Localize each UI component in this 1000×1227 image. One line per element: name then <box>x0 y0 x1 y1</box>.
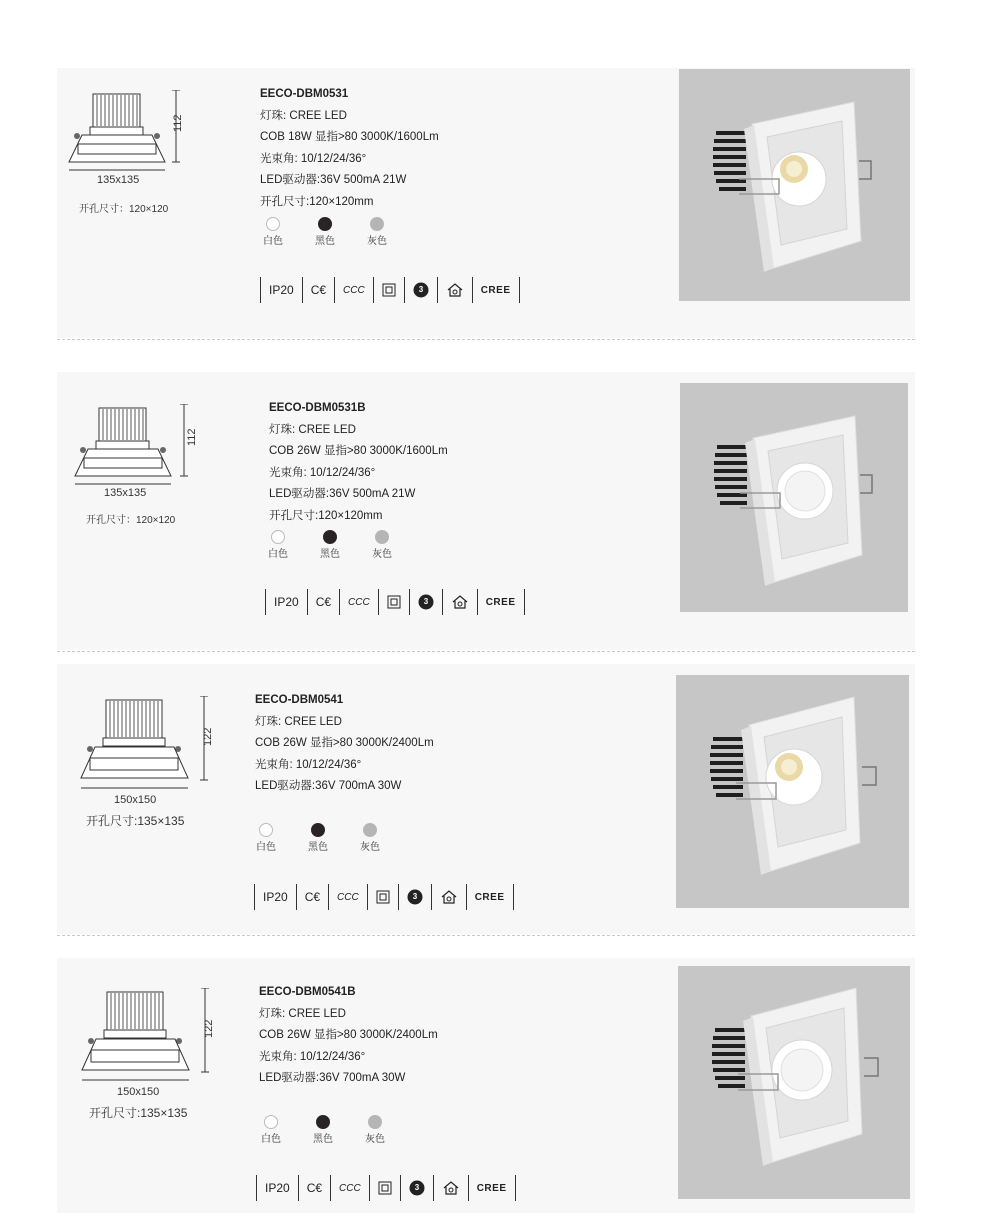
black-swatch[interactable] <box>318 217 332 231</box>
swatch-label: 灰色 <box>365 1134 385 1145</box>
gray-swatch[interactable] <box>368 1115 382 1129</box>
swatch-label: 白色 <box>256 842 276 853</box>
model-name: EECO-DBM0531B <box>269 402 366 414</box>
warranty-icon <box>400 1175 433 1201</box>
led-spec: 灯珠: CREE LED <box>260 109 347 122</box>
model-name: EECO-DBM0541B <box>259 986 356 998</box>
cutout-size: 开孔尺寸：120×120 <box>86 515 176 526</box>
color-options <box>252 530 408 560</box>
swatch-label: 灰色 <box>372 549 392 560</box>
ce-mark-icon: C€ <box>296 884 328 910</box>
cutout-spec: 开孔尺寸:120×120mm <box>260 195 374 208</box>
gray-swatch[interactable] <box>375 530 389 544</box>
class2-icon <box>378 589 409 615</box>
indoor-use-icon <box>431 884 466 910</box>
class2-icon <box>373 277 404 303</box>
spec-list <box>255 690 434 798</box>
ip20-badge: IP20 <box>256 1175 298 1201</box>
dimension-height: 112 <box>172 114 184 132</box>
ip20-badge: IP20 <box>265 589 307 615</box>
gray-swatch[interactable] <box>370 217 384 231</box>
swatch-label: 黑色 <box>313 1134 333 1145</box>
driver-spec: LED驱动器:36V 700mA 30W <box>255 780 402 792</box>
swatch-label: 灰色 <box>367 236 387 247</box>
color-options <box>247 217 403 247</box>
swatch-label: 白色 <box>263 236 283 247</box>
gray-swatch[interactable] <box>363 823 377 837</box>
warranty-icon <box>409 589 442 615</box>
white-swatch[interactable] <box>266 217 280 231</box>
dimension-height: 122 <box>202 727 214 746</box>
black-swatch[interactable] <box>311 823 325 837</box>
black-swatch[interactable] <box>323 530 337 544</box>
ccc-mark-icon: CCC <box>339 589 378 615</box>
certification-row <box>260 277 520 303</box>
svg-text:3: 3 <box>423 597 428 606</box>
led-spec: 灯珠: CREE LED <box>255 715 342 728</box>
cutout-size: 开孔尺寸:135×135 <box>89 1106 188 1120</box>
spec-list <box>269 398 448 527</box>
dimension-width: 150x150 <box>117 1086 160 1098</box>
cutout-size: 开孔尺寸：120×120 <box>79 204 169 215</box>
cree-logo-icon: CREE <box>477 589 525 615</box>
divider <box>57 339 915 340</box>
divider <box>57 651 915 652</box>
swatch-label: 白色 <box>261 1134 281 1145</box>
swatch-label: 白色 <box>268 549 288 560</box>
beam-spec: 光束角: 10/12/24/36° <box>269 466 376 479</box>
cob-spec: COB 26W 显指>80 3000K/2400Lm <box>259 1029 438 1041</box>
certification-row <box>256 1175 516 1201</box>
cutout-spec: 开孔尺寸:120×120mm <box>269 509 383 522</box>
warranty-icon <box>404 277 437 303</box>
ip20-badge: IP20 <box>254 884 296 910</box>
driver-spec: LED驱动器:36V 500mA 21W <box>260 174 407 186</box>
swatch-label: 黑色 <box>315 236 335 247</box>
certification-row <box>254 884 514 910</box>
model-name: EECO-DBM0541 <box>255 694 344 706</box>
technical-drawing <box>79 988 219 1093</box>
beam-spec: 光束角: 10/12/24/36° <box>255 758 362 771</box>
white-swatch[interactable] <box>259 823 273 837</box>
indoor-use-icon <box>442 589 477 615</box>
cree-logo-icon: CREE <box>472 277 520 303</box>
divider <box>57 935 915 936</box>
ip20-badge: IP20 <box>260 277 302 303</box>
ce-mark-icon: C€ <box>302 277 334 303</box>
svg-text:3: 3 <box>414 1183 419 1192</box>
driver-spec: LED驱动器:36V 500mA 21W <box>269 488 416 500</box>
cob-spec: COB 26W 显指>80 3000K/2400Lm <box>255 737 434 749</box>
product-photo <box>679 69 910 301</box>
swatch-label: 灰色 <box>360 842 380 853</box>
led-spec: 灯珠: CREE LED <box>259 1007 346 1020</box>
cree-logo-icon: CREE <box>466 884 514 910</box>
ccc-mark-icon: CCC <box>328 884 367 910</box>
ce-mark-icon: C€ <box>298 1175 330 1201</box>
indoor-use-icon <box>433 1175 468 1201</box>
certification-row <box>265 589 525 615</box>
cob-spec: COB 26W 显指>80 3000K/1600Lm <box>269 445 448 457</box>
beam-spec: 光束角: 10/12/24/36° <box>259 1050 366 1063</box>
product-photo <box>676 675 909 908</box>
black-swatch[interactable] <box>316 1115 330 1129</box>
cree-logo-icon: CREE <box>468 1175 516 1201</box>
swatch-label: 黑色 <box>308 842 328 853</box>
dimension-height: 122 <box>203 1019 215 1038</box>
swatch-label: 黑色 <box>320 549 340 560</box>
dimension-width: 135x135 <box>104 487 147 499</box>
color-options <box>240 823 396 853</box>
ccc-mark-icon: CCC <box>330 1175 369 1201</box>
beam-spec: 光束角: 10/12/24/36° <box>260 152 367 165</box>
product-photo <box>678 966 910 1199</box>
dimension-height: 112 <box>186 428 198 446</box>
driver-spec: LED驱动器:36V 700mA 30W <box>259 1072 406 1084</box>
class2-icon <box>367 884 398 910</box>
cutout-size: 开孔尺寸:135×135 <box>86 814 185 828</box>
class2-icon <box>369 1175 400 1201</box>
product-photo <box>680 383 908 612</box>
model-name: EECO-DBM0531 <box>260 88 349 100</box>
indoor-use-icon <box>437 277 472 303</box>
spec-list <box>259 982 438 1090</box>
white-swatch[interactable] <box>271 530 285 544</box>
dimension-width: 135x135 <box>97 174 140 186</box>
cob-spec: COB 18W 显指>80 3000K/1600Lm <box>260 131 439 143</box>
dimension-width: 150x150 <box>114 794 157 806</box>
ccc-mark-icon: CCC <box>334 277 373 303</box>
svg-text:3: 3 <box>418 285 423 294</box>
spec-list <box>260 84 439 213</box>
ce-mark-icon: C€ <box>307 589 339 615</box>
svg-text:3: 3 <box>412 892 417 901</box>
warranty-icon <box>398 884 431 910</box>
led-spec: 灯珠: CREE LED <box>269 423 356 436</box>
color-options <box>245 1115 401 1145</box>
technical-drawing <box>78 696 218 801</box>
white-swatch[interactable] <box>264 1115 278 1129</box>
